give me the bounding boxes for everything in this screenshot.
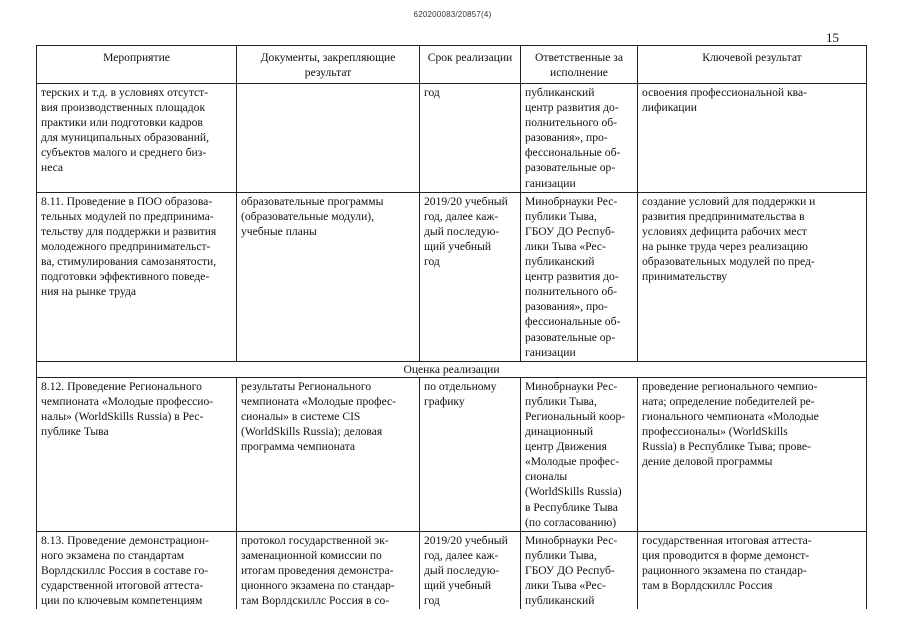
- cell-measure: 8.11. Проведение в ПОО образова- тельных модулей по предпринима- тельству для поддержки и развития молодежного предпринимательст- ва, стимулирования самозанятости, подготовки эффективного поведе- ния на рынке труда: [37, 192, 237, 361]
- cell-deadline: 2019/20 учебный год, далее каж- дый последую- щий учебный год: [420, 192, 521, 361]
- table-row: [37, 192, 867, 361]
- cell-documents: образовательные программы (образовательные модули), учебные планы: [237, 192, 420, 361]
- cell-measure: терских и т.д. в условиях отсутст- вия производственных площадок практики или подготовки кадров для муниципальных образований, субъектов малого и среднего биз- неса: [37, 84, 237, 193]
- cell-documents: [237, 84, 420, 193]
- table-row: [37, 377, 867, 531]
- cell-result: проведение регионального чемпио- ната; определение победителей ре- гионального чемпионата «Молодые профессионалы» (WorldSkills Russia) в Республике Тыва; прове- дение деловой программы: [638, 377, 867, 531]
- cell-responsible: Минобрнауки Рес- публики Тыва, ГБОУ ДО Респуб- лики Тыва «Рес- публиканский: [521, 531, 638, 609]
- table-header: [37, 46, 867, 84]
- cell-result: государственная итоговая аттеста- ция проводится в форме демонст- рационного экзамена по стандар- там в Ворлдскиллс Россия: [638, 531, 867, 609]
- section-row: [37, 361, 867, 377]
- cell-result: освоения профессиональной ква- лификации: [638, 84, 867, 193]
- table-row: [37, 531, 867, 609]
- cell-deadline: год: [420, 84, 521, 193]
- cell-documents: результаты Регионального чемпионата «Молодые профес- сионалы» в системе CIS (WorldSkills Russia); деловая программа чемпионата: [237, 377, 420, 531]
- table-row: [37, 84, 867, 193]
- cell-measure: 8.12. Проведение Регионального чемпионата «Молодые профессио- налы» (WorldSkills Russia) в Рес- публике Тыва: [37, 377, 237, 531]
- page-number: 15: [826, 30, 839, 45]
- column-header-result: Ключевой результат: [638, 46, 867, 84]
- cell-responsible: Минобрнауки Рес- публики Тыва, Региональный коор- динационный центр Движения «Молодые профес- сионалы (WorldSkills Russia) в Республике Тыва (по согласованию): [521, 377, 638, 531]
- action-plan-table: [36, 45, 867, 609]
- column-header-documents: Документы, закрепляющие результат: [237, 46, 420, 84]
- document-id: 620200083/20857(4): [413, 10, 492, 19]
- cell-responsible: публиканский центр развития до- полнительного об- разования», про- фессиональные об- разовательные ор- ганизации: [521, 84, 638, 193]
- cell-result: создание условий для поддержки и развития предпринимательства в условиях дефицита рабочих мест на рынке труда через реализацию образовательных модулей по пред- принимательству: [638, 192, 867, 361]
- section-title: Оценка реализации: [37, 361, 867, 377]
- cell-measure: 8.13. Проведение демонстрацион- ного экзамена по стандартам Ворлдскиллс Россия в составе го- сударственной итоговой аттеста- ции по ключевым компетенциям: [37, 531, 237, 609]
- cell-responsible: Минобрнауки Рес- публики Тыва, ГБОУ ДО Респуб- лики Тыва «Рес- публиканский центр развития до- полнительного об- разования», про- фессиональные об- разовательные ор- ганизации: [521, 192, 638, 361]
- cell-documents: протокол государственной эк- заменационной комиссии по итогам проведения демонстра- ционного экзамена по стандар- там Ворлдскиллс Россия в со-: [237, 531, 420, 609]
- column-header-deadline: Срок реализации: [420, 46, 521, 84]
- column-header-responsible: Ответственные за исполнение: [521, 46, 638, 84]
- cell-deadline: по отдельному графику: [420, 377, 521, 531]
- cell-deadline: 2019/20 учебный год, далее каж- дый последую- щий учебный год: [420, 531, 521, 609]
- header-row: [37, 46, 867, 84]
- column-header-measure: Мероприятие: [37, 46, 237, 84]
